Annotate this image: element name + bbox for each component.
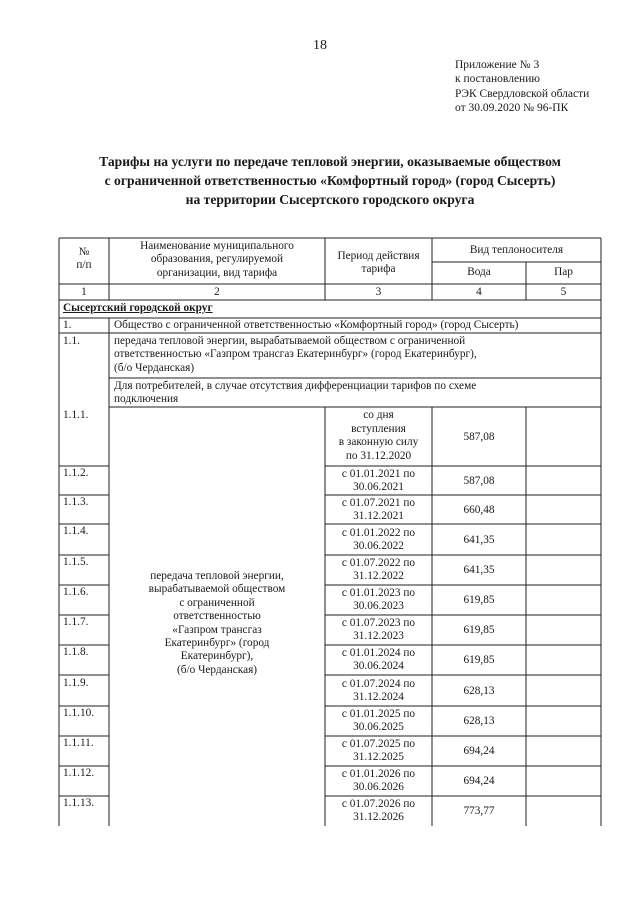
row-water: 619,85 xyxy=(463,594,495,606)
appendix-line: Приложение № 3 xyxy=(455,59,540,71)
row-period: с 01.07.2026 по 31.12.2026 xyxy=(341,798,416,824)
section-title: Сысертский городской округ xyxy=(63,302,213,314)
row-number: 1.1.6. xyxy=(63,586,89,598)
row-number: 1.1.3. xyxy=(63,496,89,508)
row-number: 1.1.2. xyxy=(63,467,89,479)
service-number: 1.1. xyxy=(63,335,80,347)
org-name: Общество с ограниченной ответственностью «Комфортный город» (город Сысерть) xyxy=(114,319,519,331)
row-water: 641,35 xyxy=(463,534,495,546)
row-water: 694,24 xyxy=(463,775,495,787)
row-period: с 01.07.2022 по 31.12.2022 xyxy=(341,557,416,583)
header-name: Наименование муниципального образования, регулируемой организации, вид тарифа xyxy=(140,240,294,279)
row-water: 660,48 xyxy=(463,504,495,516)
row-number: 1.1.10. xyxy=(63,707,95,719)
row-water: 641,35 xyxy=(463,564,495,576)
row-period: с 01.01.2024 по 30.06.2024 xyxy=(341,647,416,673)
header-carrier: Вид теплоносителя xyxy=(469,244,564,256)
row-water: 619,85 xyxy=(463,624,495,636)
row-period: со дня вступления в законную силу по 31.12.2020 xyxy=(338,409,419,462)
row-period: с 01.01.2023 по 30.06.2023 xyxy=(341,587,416,613)
column-number: 5 xyxy=(560,286,567,298)
row-number: 1.1.9. xyxy=(63,677,89,689)
row-number: 1.1.5. xyxy=(63,556,89,568)
row-number: 1.1.8. xyxy=(63,646,89,658)
title-line: с ограниченной ответственностью «Комфортный город» (город Сысерть) xyxy=(104,173,556,188)
row-water: 773,77 xyxy=(463,805,495,817)
row-water: 628,13 xyxy=(463,685,495,697)
appendix-line: к постановлению xyxy=(455,73,540,86)
column-number: 3 xyxy=(375,286,382,298)
title-line: Тарифы на услуги по передаче тепловой энергии, оказываемые обществом xyxy=(99,154,561,169)
row-number: 1.1.11. xyxy=(63,737,94,749)
header-water: Вода xyxy=(467,266,491,278)
row-period: с 01.01.2026 по 30.06.2026 xyxy=(341,768,416,794)
row-period: с 01.07.2021 по 31.12.2021 xyxy=(341,497,416,523)
page-number: 18 xyxy=(313,38,327,53)
row-number: 1.1.12. xyxy=(63,767,95,779)
row-water: 694,24 xyxy=(463,745,495,757)
row-water: 587,08 xyxy=(463,475,495,487)
header-period: Период действия тарифа xyxy=(337,250,420,276)
row-period: с 01.01.2022 по 30.06.2022 xyxy=(341,527,416,553)
column-number: 2 xyxy=(214,286,220,298)
row-period: с 01.01.2021 по 30.06.2021 xyxy=(341,468,416,494)
row-period: с 01.07.2025 по 31.12.2025 xyxy=(341,738,416,764)
column-number: 4 xyxy=(476,286,482,298)
column-number: 1 xyxy=(81,286,87,298)
row-period: с 01.01.2025 по 30.06.2025 xyxy=(341,708,416,734)
row-water: 619,85 xyxy=(463,654,495,666)
header-number: № п/п xyxy=(76,246,92,272)
header-steam: Пар xyxy=(554,266,573,278)
appendix-line: РЭК Свердловской области xyxy=(455,87,590,100)
row-number: 1.1.13. xyxy=(63,797,95,809)
row-period: с 01.07.2024 по 31.12.2024 xyxy=(341,678,416,704)
service-description: передача тепловой энергии, вырабатываемой обществом с ограниченной ответственностью «Газпром трансгаз Екатеринбург» (город Екатеринбург), (б/о Черданская) xyxy=(114,335,477,374)
org-number: 1. xyxy=(63,319,72,331)
appendix-line: от 30.09.2020 № 96-ПК xyxy=(455,101,569,114)
row-period: с 01.07.2023 по 31.12.2023 xyxy=(341,617,416,643)
merged-name: передача тепловой энергии, вырабатываемой обществом с ограниченной ответственностью «Газпром трансгаз Екатеринбург» (город Екатеринбург), (б/о Черданская) xyxy=(148,570,286,676)
consumers-note: Для потребителей, в случае отсутствия дифференциации тарифов по схеме подключения xyxy=(114,380,477,406)
row-number: 1.1.4. xyxy=(63,525,89,537)
row-number: 1.1.7. xyxy=(63,616,89,628)
row-number: 1.1.1. xyxy=(63,409,89,421)
row-water: 587,08 xyxy=(463,431,495,443)
row-water: 628,13 xyxy=(463,715,495,727)
title-line: на территории Сысертского городского округа xyxy=(185,192,475,207)
